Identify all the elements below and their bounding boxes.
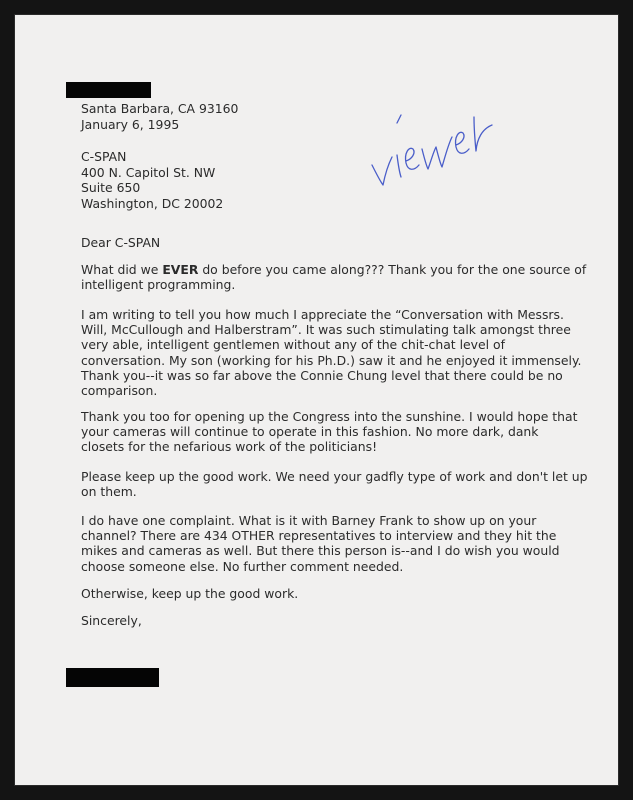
paragraph-4-line: on them.	[81, 484, 137, 500]
paragraph-5-line: I do have one complaint. What is it with Barney Frank to show up on your	[81, 513, 537, 528]
paragraph-2-line: very able, intelligent gentlemen without any of the chit-chat level of	[81, 337, 505, 353]
recipient-line-1: C-SPAN	[81, 149, 127, 164]
letter-date: January 6, 1995	[81, 117, 180, 132]
paragraph-3-line: Thank you too for opening up the Congress into the sunshine. I would hope that	[81, 409, 578, 424]
paragraph-5-line: choose someone else. No further comment needed.	[81, 558, 404, 574]
paragraph-5-line: channel? There are 434 OTHER representatives to interview and they hit the	[81, 528, 557, 544]
paragraph-2-line: I am writing to tell you how much I appreciate the “Conversation with Messrs.	[81, 307, 564, 322]
recipient-line-3: Suite 650	[81, 180, 141, 195]
closing: Sincerely,	[81, 613, 142, 628]
redacted-signature	[66, 668, 159, 687]
paragraph-1-line-1	[81, 262, 587, 277]
paragraph-1	[81, 262, 587, 293]
paragraph-3-line: your cameras will continue to operate in this fashion. No more dark, dank	[81, 424, 539, 440]
paragraph-1-line-2: intelligent programming.	[81, 277, 236, 293]
paragraph-2-line: conversation. My son (working for his Ph.D.) saw it and he enjoyed it immensely.	[81, 352, 582, 368]
paragraph-1-text-a: What did we	[81, 262, 163, 277]
paragraph-4	[81, 469, 588, 500]
sender-city-line: Santa Barbara, CA 93160	[81, 101, 239, 116]
paragraph-3-line: closets for the nefarious work of the politicians!	[81, 439, 378, 455]
paragraph-5	[81, 513, 571, 574]
handwritten-viewer-note	[370, 95, 530, 205]
redacted-sender-name	[66, 82, 151, 98]
paragraph-4-line: Please keep up the good work. We need your gadfly type of work and don't let up	[81, 469, 588, 484]
paragraph-6: Otherwise, keep up the good work.	[81, 586, 299, 601]
paragraph-3	[81, 409, 578, 455]
paragraph-2	[81, 307, 582, 399]
salutation: Dear C-SPAN	[81, 235, 161, 250]
letter-page	[15, 15, 618, 785]
paragraph-2-line: comparison.	[81, 383, 158, 399]
paragraph-5-line: mikes and cameras as well. But there this person is--and I do wish you would	[81, 543, 560, 559]
paragraph-2-line: Thank you--it was so far above the Connie Chung level that there could be no	[81, 367, 563, 383]
recipient-line-2: 400 N. Capitol St. NW	[81, 165, 216, 180]
paragraph-2-line: Will, McCullough and Halberstram”. It was such stimulating talk amongst three	[81, 322, 571, 338]
paragraph-1-text-b: do before you came along??? Thank you for the one source of	[198, 262, 587, 277]
emphasis-ever: EVER	[162, 262, 199, 277]
recipient-line-4: Washington, DC 20002	[81, 196, 224, 211]
